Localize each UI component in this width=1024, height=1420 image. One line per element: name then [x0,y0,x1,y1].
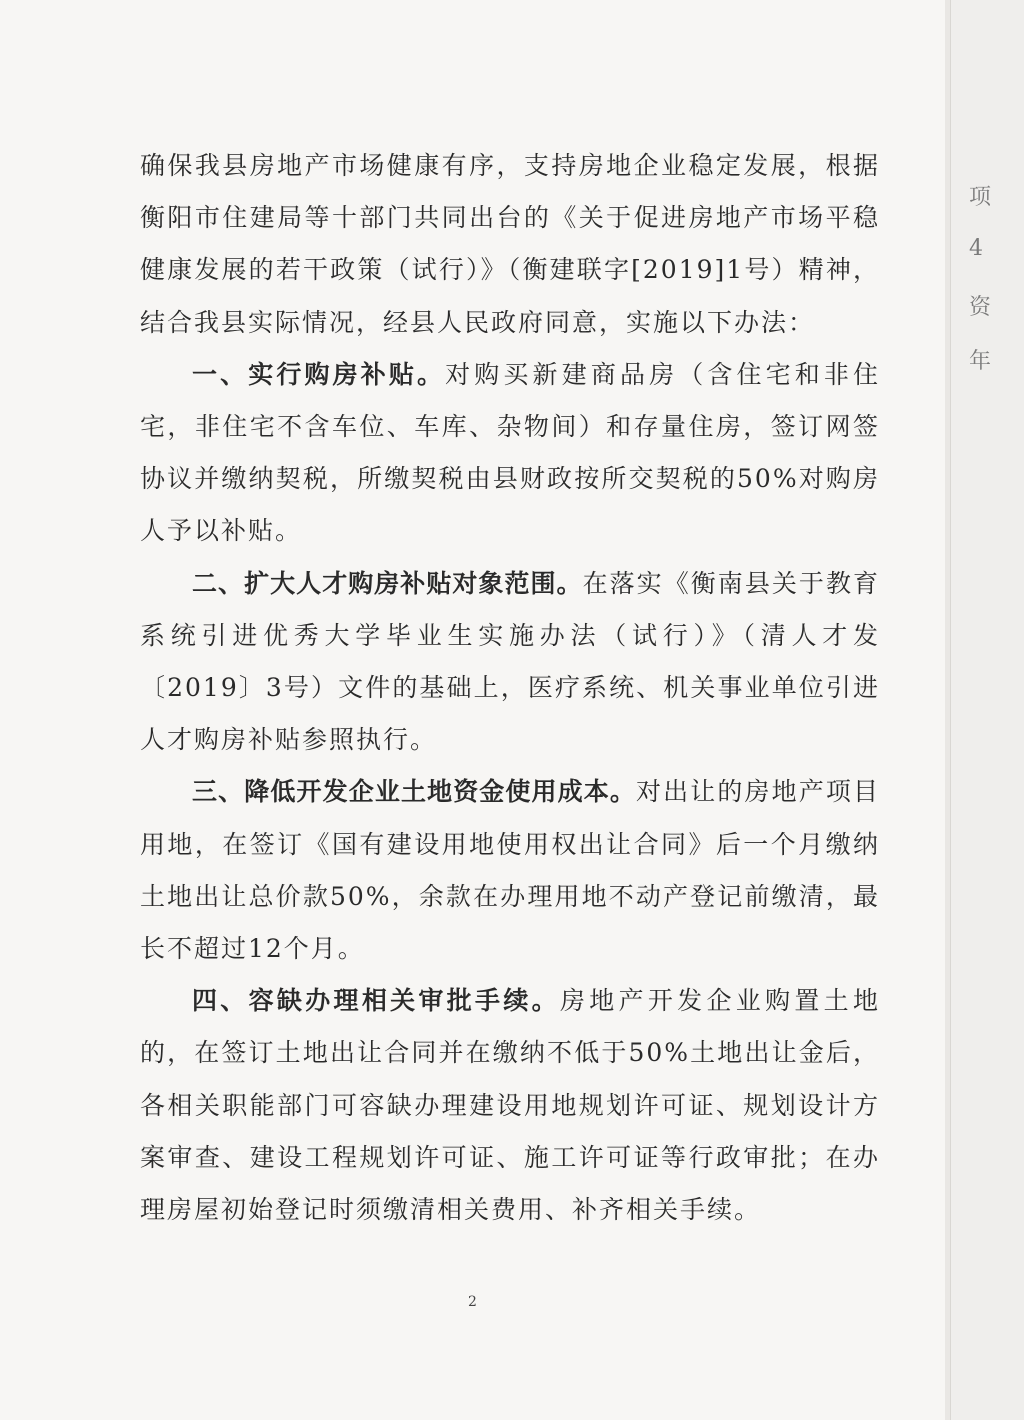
section-heading-3: 三、降低开发企业土地资金使用成本。 [192,777,637,807]
section-paragraph-3 [140,766,880,975]
document-body [140,140,880,1236]
section-paragraph-1 [140,349,880,558]
section-text-3: 对出让的房地产项目用地，在签订《国有建设用地使用权出让合同》后一个月缴纳土地出让总价款50%，余款在办理用地不动产登记前缴清，最长不超过12个月。 [140,777,880,964]
adjacent-fragment-1: 项 [969,185,992,210]
section-paragraph-4 [140,975,880,1236]
adjacent-fragment-4: 年 [969,349,992,374]
intro-paragraph: 确保我县房地产市场健康有序，支持房地企业稳定发展，根据衡阳市住建局等十部门共同出台的《关于促进房地产市场平稳健康发展的若干政策（试行）》（衡建联字[2019]1号）精神，结合我县实际情况，经县人民政府同意，实施以下办法： [140,151,880,337]
section-heading-4: 四、容缺办理相关审批手续。 [192,986,560,1016]
page-number: 2 [468,1294,477,1310]
adjacent-fragment-3: 资 [969,295,992,320]
section-text-4: 房地产开发企业购置土地的，在签订土地出让合同并在缴纳不低于50%土地出让金后，各相关职能部门可容缺办理建设用地规划许可证、规划设计方案审查、建设工程规划许可证、施工许可证等行政审批；在办理房屋初始登记时须缴清相关费用、补齐相关手续。 [140,986,880,1225]
section-paragraph-2 [140,558,880,767]
section-heading-2: 二、扩大人才购房补贴对象范围。 [192,568,583,598]
adjacent-page-edge [950,0,1024,1420]
section-heading-1: 一、实行购房补贴。 [192,359,446,389]
adjacent-fragment-2: 4 [969,236,983,261]
section-text-1: 对购买新建商品房（含住宅和非住宅，非住宅不含车位、车库、杂物间）和存量住房，签订网签协议并缴纳契税，所缴契税由县财政按所交契税的50%对购房人予以补贴。 [140,359,880,546]
section-text-2: 在落实《衡南县关于教育系统引进优秀大学毕业生实施办法（试行）》（清人才发〔2019〕3号）文件的基础上，医疗系统、机关事业单位引进人才购房补贴参照执行。 [140,568,880,755]
